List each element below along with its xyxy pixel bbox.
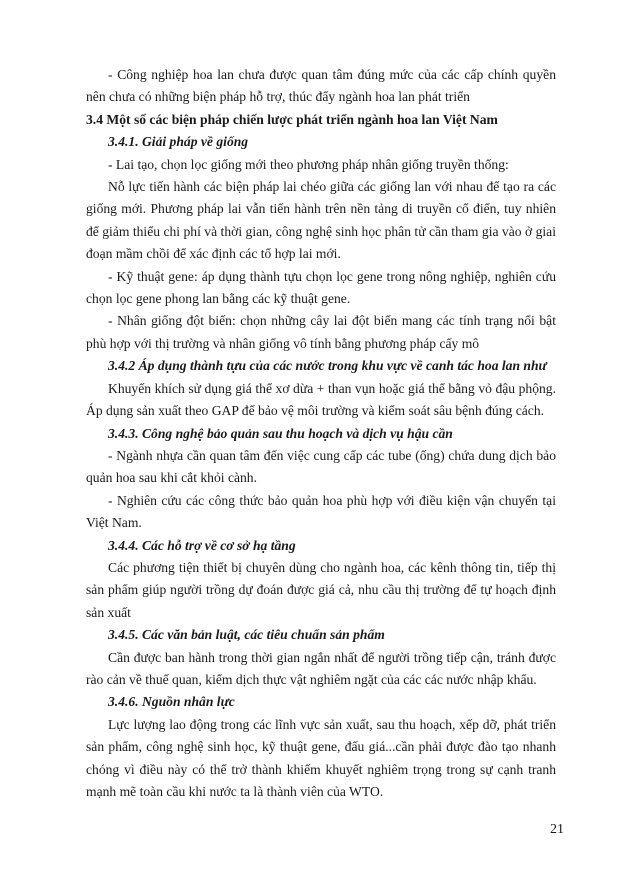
paragraph-gene-technique: - Kỹ thuật gene: áp dụng thành tựu chọn lọc gene trong nông nghiệp, nghiên cứu chọn lọc gene phong lan bằng các kỹ thuật gene. xyxy=(86,268,556,307)
paragraph-crossbreeding: Nỗ lực tiến hành các biện pháp lai chéo giữa các giống lan với nhau để tạo ra các giống mới. Phương pháp lai vẫn tiến hành trên nền tảng di truyền cổ điển, tuy nhiên để giảm thiểu chi phí và thời gian, công nghệ sinh học phân tử cần tham gia vào ở giai đoạn mầm chồi để xác định các tổ hợp lai mới. xyxy=(86,179,556,262)
paragraph-plastic-tubes: - Ngành nhựa cần quan tâm đến việc cung cấp các tube (ống) chứa dung dịch bảo quản hoa sau khi cắt khỏi cành. xyxy=(86,447,556,486)
subsection-heading-3-4-5: 3.4.5. Các văn bản luật, các tiêu chuẩn sản phẩm xyxy=(108,627,385,643)
subsection-heading-3-4-1: 3.4.1. Giải pháp về giống xyxy=(108,134,249,150)
paragraph-human-resources: Lực lượng lao động trong các lĩnh vực sản xuất, sau thu hoạch, xếp dỡ, phát triển sản phẩm, công nghệ sinh học, kỹ thuật gene, đấu giá...cần phải được đào tạo nhanh chóng vì điều này có thể trở thành khiếm khuyết nghiêm trọng trong sự cạnh tranh mạnh mẽ toàn cầu khi nước ta là thành viên của WTO. xyxy=(86,716,556,799)
paragraph-legal-documents: Cần được ban hành trong thời gian ngắn nhất để người trồng tiếp cận, tránh được rào cản về thuế quan, kiểm dịch thực vật nghiêm ngặt của các các nước nhập khẩu. xyxy=(86,649,556,687)
subsection-heading-3-4-2: 3.4.2 Áp dụng thành tựu của các nước trong khu vực về canh tác hoa lan như xyxy=(108,358,547,374)
subsection-heading-3-4-3: 3.4.3. Công nghệ bảo quản sau thu hoạch và dịch vụ hậu cần xyxy=(108,425,453,441)
paragraph-breeding: - Lai tạo, chọn lọc giống mới theo phương pháp nhân giống truyền thống: xyxy=(108,156,509,172)
section-heading-3-4: 3.4 Một số các biện pháp chiến lược phát triển ngành hoa lan Việt Nam xyxy=(86,111,498,127)
page-body xyxy=(86,64,556,803)
paragraph-infrastructure: Các phương tiện thiết bị chuyên dùng cho ngành hoa, các kênh thông tin, tiếp thị sản phẩm giúp người trồng dự đoán được giá cả, nhu cầu thị trường để tự hoạch định sản xuất xyxy=(86,559,556,620)
subsection-heading-3-4-4: 3.4.4. Các hỗ trợ về cơ sở hạ tầng xyxy=(108,537,296,553)
page-number: 21 xyxy=(550,822,564,837)
paragraph-substrate: Khuyến khích sử dụng giá thể xơ dừa + than vụn hoặc giá thể bằng vỏ đậu phộng. Áp dụng sản xuất theo GAP để bảo vệ môi trường và kiểm soát sâu bệnh đúng cách. xyxy=(86,380,556,419)
subsection-heading-3-4-6: 3.4.6. Nguồn nhân lực xyxy=(108,694,235,710)
paragraph-industry-neglect: - Công nghiệp hoa lan chưa được quan tâm đúng mức của các cấp chính quyền nên chưa có những biện pháp hỗ trợ, thúc đẩy ngành hoa lan phát triển xyxy=(86,67,556,105)
paragraph-preservation-research: - Nghiên cứu các công thức bảo quản hoa phù hợp với điều kiện vận chuyển tại Việt Nam. xyxy=(86,492,556,531)
paragraph-mutation-breeding: - Nhân giống đột biến: chọn những cây lai đột biến mang các tính trạng nổi bật phù hợp với thị trường và nhân giống vô tính bằng phương pháp cấy mô xyxy=(86,313,556,351)
